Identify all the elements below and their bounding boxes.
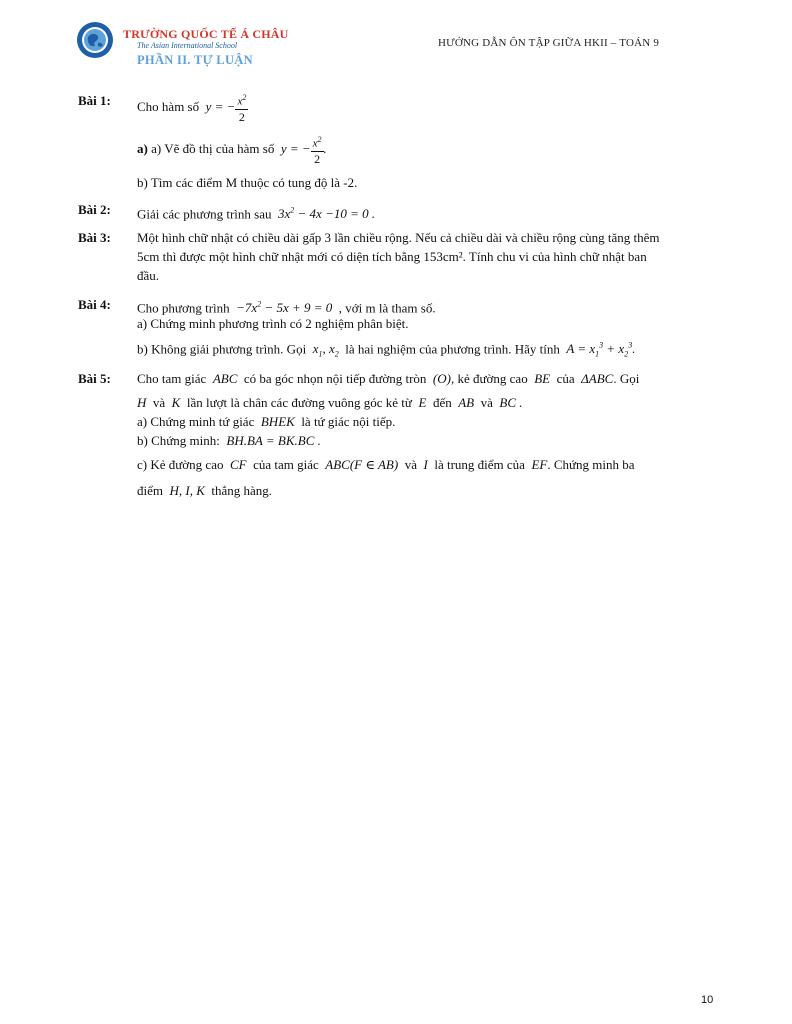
problem-1a: a) a) Vẽ đồ thị của hàm số y = − $\frac{x^2}{2}$ . (137, 135, 327, 166)
problem-4-param-text: , với m là tham số. (338, 300, 436, 316)
page-number: 10 (701, 994, 714, 1006)
problem-5c-text-3: và (404, 457, 417, 472)
problem-5-line-1: Cho tam giác ABC có ba góc nhọn nội tiếp đường tròn (O), kẻ đường cao BE của ΔABC. Gọi (137, 371, 640, 386)
problem-4b-text-2: là hai nghiệm của phương trình. Hãy tính (345, 341, 560, 357)
problem-4a-text: a) Chứng minh phương trình có 2 nghiệm phân biệt. (137, 316, 409, 331)
problem-3-label: Bài 3: (78, 230, 111, 245)
problem-4b (137, 336, 635, 364)
problem-5-text-g: lần lượt là chân các đường vuông góc kẻ từ (186, 395, 412, 410)
school-logo (76, 21, 114, 59)
problem-1-label: Bài 1: (78, 93, 111, 108)
problem-4-equation: $-7x^2 - 5x + 9 = 0$ (232, 300, 336, 316)
problem-5c-line-2: điểm H, I, K thẳng hàng. (137, 483, 273, 498)
problem-1a-text: a) Vẽ đồ thị của hàm số (151, 140, 275, 156)
school-name-vn: TRƯỜNG QUỐC TẾ Á CHÂU (123, 27, 289, 41)
problem-1-intro (137, 91, 248, 125)
problem-4b-expression: $A = x_1^3 + x_2^3$. (563, 341, 636, 359)
problem-5-text-f: và (152, 395, 166, 410)
problem-5-line-2: H và K lần lượt là chân các đường vuông góc kẻ từ E đến AB và BC . (137, 395, 523, 410)
section-title: PHẦN II. TỰ LUẬN (137, 53, 253, 67)
problem-3-line-1: Một hình chữ nhật có chiều dài gấp 3 lần chiều rộng. Nếu cả chiều dài và chiều rộng cùng tăng thêm (137, 230, 660, 245)
problem-1-formula: y = − $\frac{x^2}{2}$ (202, 93, 247, 124)
problem-5-text-b: có ba góc nhọn nội tiếp đường tròn (243, 371, 427, 386)
problem-1b-text: b) Tìm các điểm M thuộc có tung độ là -2. (137, 175, 358, 190)
problem-3-line-2: 5cm thì được một hình chữ nhật mới có diện tích bằng 153cm². Tính chu vi của hình chữ nhật ban (137, 249, 647, 264)
problem-1a-formula: y = − $\frac{x^2}{2}$ . (277, 135, 327, 166)
problem-1b (137, 173, 357, 192)
problem-5b: b) Chứng minh: BH.BA = BK.BC . (137, 433, 321, 448)
problem-5c-text-2: của tam giác (253, 457, 319, 472)
problem-4b-roots: $x_1$, $x_2$ (309, 341, 339, 359)
problem-4-text: Cho phương trình (137, 300, 230, 316)
problem-4b-text-1: b) Không giải phương trình. Gọi (137, 341, 307, 357)
problem-5a-text-2: là tứ giác nội tiếp. (301, 414, 396, 429)
problem-5-text-a: Cho tam giác (137, 371, 207, 386)
problem-4a (137, 314, 409, 333)
problem-5c: c) Kẻ đường cao CF của tam giác ABC(F ∈ AB) và I là trung điểm của EF. Chứng minh ba (137, 457, 635, 472)
problem-5c-text-5: . Chứng minh ba (547, 457, 635, 472)
document-title: HƯỚNG DẪN ÔN TẬP GIỮA HKII – TOÁN 9 (438, 37, 660, 49)
problem-5c-text-1: c) Kẻ đường cao (137, 457, 224, 472)
problem-3 (137, 228, 717, 285)
problem-2-equation: $3x^2 - 4x -10 = 0$ . (274, 206, 376, 222)
problem-2 (137, 201, 375, 223)
problem-5a: a) Chứng minh tứ giác BHEK là tứ giác nội tiếp. (137, 414, 396, 429)
problem-1-text: Cho hàm số (137, 98, 200, 114)
problem-5-text-d: của (556, 371, 575, 386)
problem-5-text-e: . Gọi (613, 371, 640, 386)
problem-4-label: Bài 4: (78, 297, 111, 312)
problem-5a-text-1: a) Chứng minh tứ giác (137, 414, 255, 429)
problem-5c-text-4: là trung điểm của (434, 457, 525, 472)
problem-5-text-c: , kẻ đường cao (450, 371, 528, 386)
problem-5c-text-6: điểm (137, 483, 163, 498)
school-name-en: The Asian International School (137, 41, 238, 50)
problem-5-label: Bài 5: (78, 371, 111, 386)
problem-5-text-h: đến (432, 395, 452, 410)
problem-5-text-i: và (480, 395, 493, 410)
problem-3-line-3: đầu. (137, 268, 160, 283)
problem-2-text: Giải các phương trình sau (137, 206, 272, 222)
problem-5c-text-7: thẳng hàng. (211, 483, 273, 498)
problem-2-label: Bài 2: (78, 202, 111, 217)
problem-5b-text: b) Chứng minh: (137, 433, 220, 448)
